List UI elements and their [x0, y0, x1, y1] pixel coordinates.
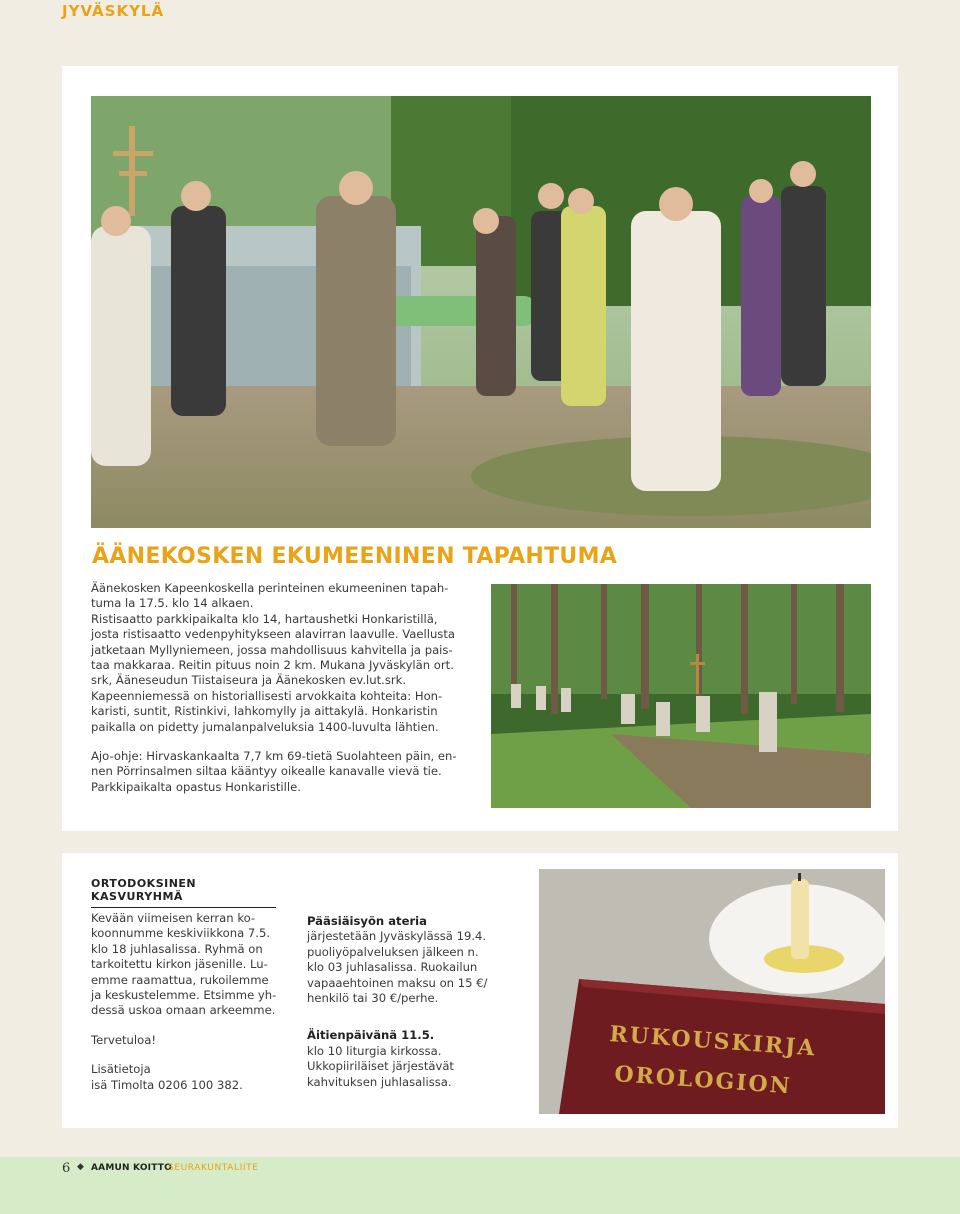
- article-ecumenical-event: [62, 66, 898, 831]
- p1-line: Äänekosken Kapeenkoskella perinteinen ekumeeninen tapah-: [91, 581, 449, 595]
- col2-line: vapaaehtoinen maksu on 15 €/: [307, 975, 488, 990]
- article-paragraph-1: [91, 581, 481, 735]
- col2-line: henkilö tai 30 €/perhe.: [307, 991, 439, 1006]
- p1-line: josta ristisaatto vedenpyhitykseen alavirran laavulle. Vaellusta: [91, 627, 456, 642]
- col1-paragraph-1: [91, 911, 291, 1019]
- book-title-line-1: RUKOUSKIRJA: [608, 1021, 818, 1062]
- prayer-book-photo: [539, 869, 885, 1114]
- section-heading: ORTODOKSINEN KASVURYHMÄ: [91, 877, 276, 908]
- col2-block-2: [307, 1028, 517, 1090]
- diamond-icon: ◆: [77, 1162, 84, 1172]
- forest-photo: [491, 584, 871, 808]
- col1-line: tarkoitettu kirkon jäsenille. Lu-: [91, 957, 268, 972]
- col2-line: kahvituksen juhlasalissa.: [307, 1074, 452, 1089]
- section-title: JYVÄSKYLÄ: [62, 2, 165, 20]
- col2-heading-2: Äitienpäivänä 11.5.: [307, 1028, 435, 1043]
- col2-line: Ukkopiiriläiset järjestävät: [307, 1059, 454, 1074]
- p2-line: nen Pörrinsalmen siltaa kääntyy oikealle kanavalle vievä tie.: [91, 764, 442, 779]
- col1-line: klo 18 juhlasalissa. Ryhmä on: [91, 941, 263, 956]
- col1-paragraph-2: Tervetuloa!: [91, 1032, 156, 1047]
- p1-line: karisti, suntit, Ristinkivi, lahkomylly ja aittakylä. Honkaristin: [91, 704, 438, 719]
- p1-line: jatketaan Myllyniemeen, jossa mahdollisuus kahvitella ja pais-: [91, 642, 453, 657]
- col1-line: emme raamattua, rukoilemme: [91, 972, 269, 987]
- col1-line: koonnumme keskiviikkona 7.5.: [91, 926, 271, 941]
- p2-line: Ajo-ohje: Hirvaskankaalta 7,7 km 69-tietä Suolahteen päin, en-: [91, 749, 457, 764]
- article-growth-group: [62, 853, 898, 1128]
- page-footer: [0, 1157, 960, 1214]
- p1-line: srk, Ääneseudun Tiistaiseura ja Äänekosken ev.lut.srk.: [91, 673, 407, 688]
- col1-line: isä Timolta 0206 100 382.: [91, 1077, 243, 1092]
- page-number: 6: [62, 1161, 71, 1176]
- column-1: [91, 911, 291, 1093]
- book-title-line-2: OROLOGION: [613, 1061, 793, 1100]
- col2-heading-1: Pääsiäisyön ateria: [307, 914, 427, 928]
- col1-line: dessä uskoa omaan arkeemme.: [91, 1003, 276, 1018]
- main-photo: [91, 96, 871, 528]
- col2-line: järjestetään Jyväskylässä 19.4.: [307, 929, 487, 944]
- publication-name: AAMUN KOITTO: [91, 1163, 172, 1173]
- article-paragraph-2: [91, 749, 481, 795]
- p1-line: taa makkaraa. Reitin pituus noin 2 km. Mukana Jyväskylän ort.: [91, 658, 454, 673]
- article-body: [91, 581, 481, 795]
- p1-line: Ristisaatto parkkipaikalta klo 14, hartaushetki Honkaristillä,: [91, 611, 438, 626]
- supplement-label: SEURAKUNTALIITE: [168, 1163, 259, 1173]
- col2-block-1: [307, 914, 517, 1006]
- p1-line: tuma la 17.5. klo 14 alkaen.: [91, 596, 254, 611]
- p2-line: Parkkipaikalta opastus Honkaristille.: [91, 779, 301, 794]
- col1-paragraph-3: [91, 1062, 291, 1093]
- col1-line: ja keskustelemme. Etsimme yh-: [91, 988, 277, 1003]
- col2-line: klo 10 liturgia kirkossa.: [307, 1043, 442, 1058]
- col2-line: puoliyöpalveluksen jälkeen n.: [307, 944, 479, 959]
- article-title: ÄÄNEKOSKEN EKUMEENINEN TAPAHTUMA: [92, 544, 618, 569]
- col2-line: klo 03 juhlasalissa. Ruokailun: [307, 960, 478, 975]
- p1-line: paikalla on pidetty jumalanpalveluksia 1400-luvulta lähtien.: [91, 719, 439, 734]
- col1-line: Lisätietoja: [91, 1062, 151, 1077]
- col1-line: Kevään viimeisen kerran ko-: [91, 911, 256, 925]
- p1-line: Kapeenniemessä on historiallisesti arvokkaita kohteita: Hon-: [91, 688, 443, 703]
- column-2: [307, 914, 517, 1090]
